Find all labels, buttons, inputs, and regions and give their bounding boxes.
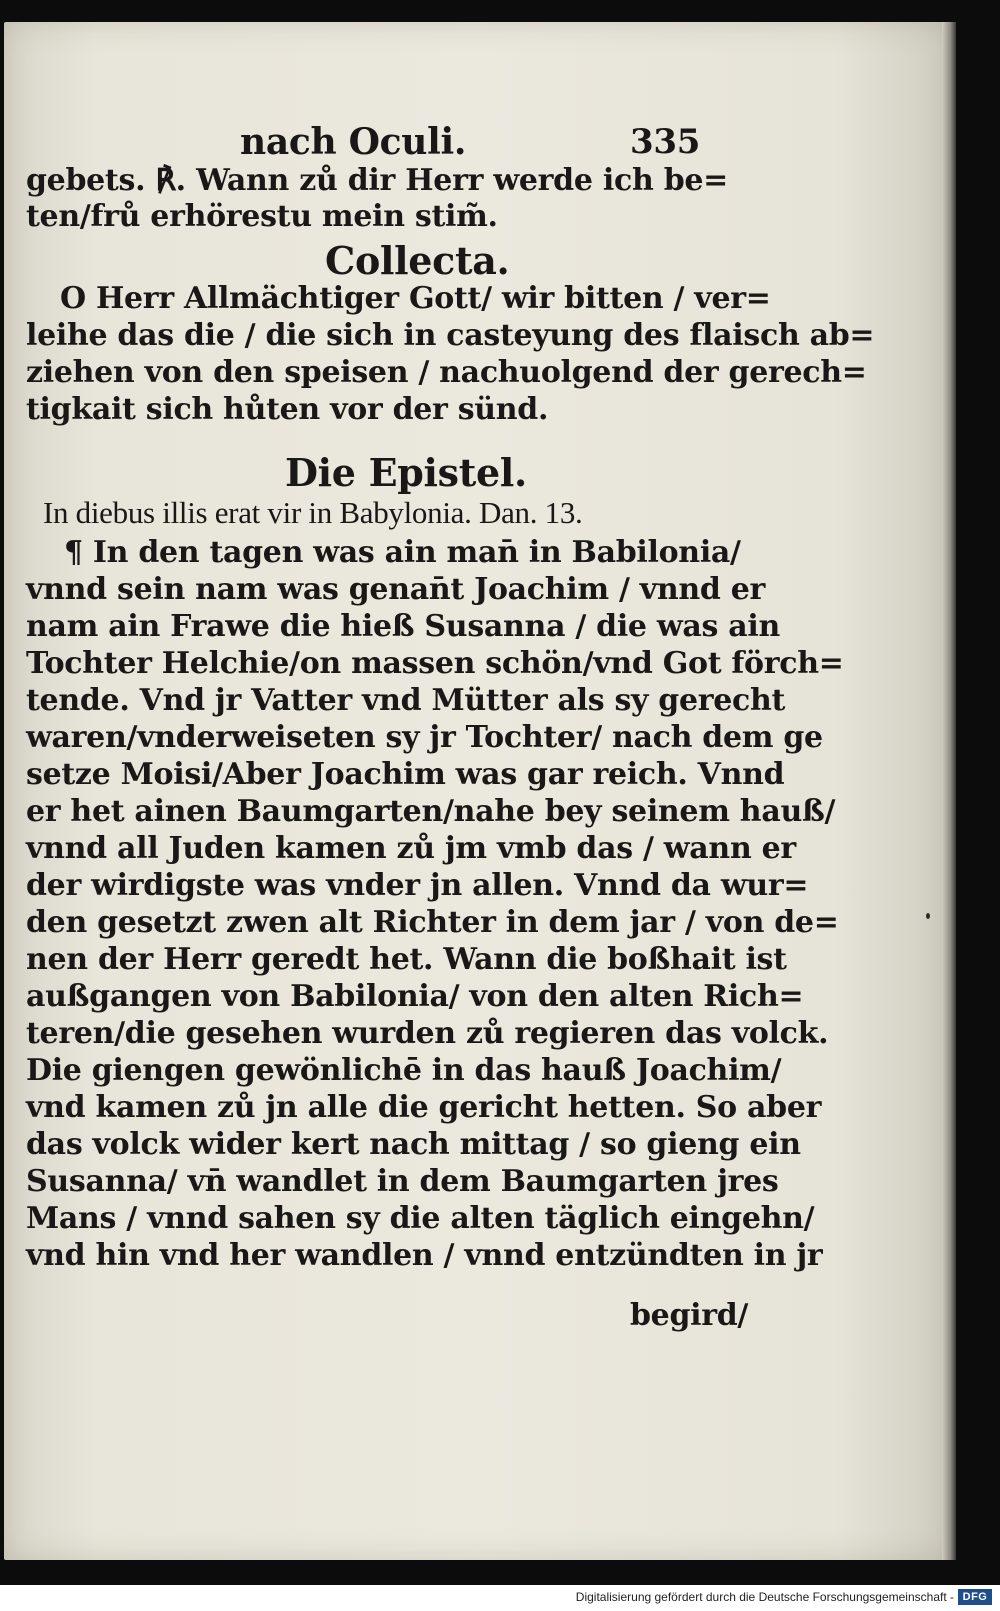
- text-line: tende. Vnd jr Vatter vnd Mütter als sy gerecht: [26, 683, 786, 718]
- text-line: nen der Herr geredt het. Wann die boßhait ist: [26, 942, 787, 977]
- latin-incipit: In diebus illis erat vir in Babylonia. Dan. 13.: [43, 495, 583, 530]
- text-line: vnd kamen zů jn alle die gericht hetten. So aber: [26, 1090, 822, 1125]
- text-line: Die giengen gewönlichē in das hauß Joachim/: [26, 1053, 782, 1088]
- page-number: 335: [630, 122, 701, 162]
- text-line: ¶ In den tagen was ain man̄ in Babilonia/: [64, 535, 741, 570]
- text-line: teren/die gesehen wurden zů regieren das volck.: [26, 1016, 829, 1051]
- running-head: nach Oculi.: [240, 121, 467, 163]
- section-heading-collecta: Collecta.: [325, 238, 510, 283]
- footer-bar: [0, 1585, 1000, 1611]
- text-line: der wirdigste was vnder jn allen. Vnnd da wur=: [26, 868, 809, 903]
- text-line: vnnd all Juden kamen zů jm vmb das / wann er: [26, 831, 796, 866]
- text-line: den gesetzt zwen alt Richter in dem jar / von de=: [26, 905, 839, 940]
- section-heading-epistel: Die Epistel.: [285, 450, 527, 495]
- text-line: ten/frů erhörestu mein stim̃.: [26, 199, 498, 234]
- catchword: begird/: [630, 1298, 749, 1333]
- footer-credit: Digitalisierung gefördert durch die Deutsche Forschungsgemeinschaft -: [575, 1590, 954, 1604]
- text-line: vnd hin vnd her wandlen / vnnd entzündten in jr: [26, 1238, 823, 1273]
- text-line: waren/vnderweiseten sy jr Tochter/ nach dem ge: [26, 720, 823, 755]
- text-line: setze Moisi/Aber Joachim was gar reich. Vnnd: [26, 757, 785, 792]
- text-line: er het ainen Baumgarten/nahe bey seinem hauß/: [26, 794, 836, 829]
- text-line: nam ain Frawe die hieß Susanna / die was ain: [26, 609, 780, 644]
- ink-speck: [926, 913, 930, 919]
- page-edge-shadow: [942, 22, 956, 1560]
- text-line: Susanna/ vn̄ wandlet in dem Baumgarten jres: [26, 1164, 779, 1199]
- dfg-logo: DFG: [958, 1589, 992, 1605]
- text-line: gebets. ℟. Wann zů dir Herr werde ich be=: [26, 163, 728, 198]
- text-line: das volck wider kert nach mittag / so gieng ein: [26, 1127, 801, 1162]
- text-line: tigkait sich hůten vor der sünd.: [26, 392, 549, 427]
- text-line: Tochter Helchie/on massen schön/vnd Got förch=: [26, 646, 844, 681]
- text-line: vnnd sein nam was genan̄t Joachim / vnnd er: [26, 572, 766, 607]
- text-line: Mans / vnnd sahen sy die alten täglich eingehn/: [26, 1201, 815, 1236]
- text-line: ziehen von den speisen / nachuolgend der gerech=: [26, 355, 867, 390]
- text-line: O Herr Allmächtiger Gott/ wir bitten / ver=: [60, 281, 771, 316]
- text-line: außgangen von Babilonia/ von den alten Rich=: [26, 979, 804, 1014]
- text-line: leihe das die / die sich in casteyung des flaisch ab=: [26, 318, 875, 353]
